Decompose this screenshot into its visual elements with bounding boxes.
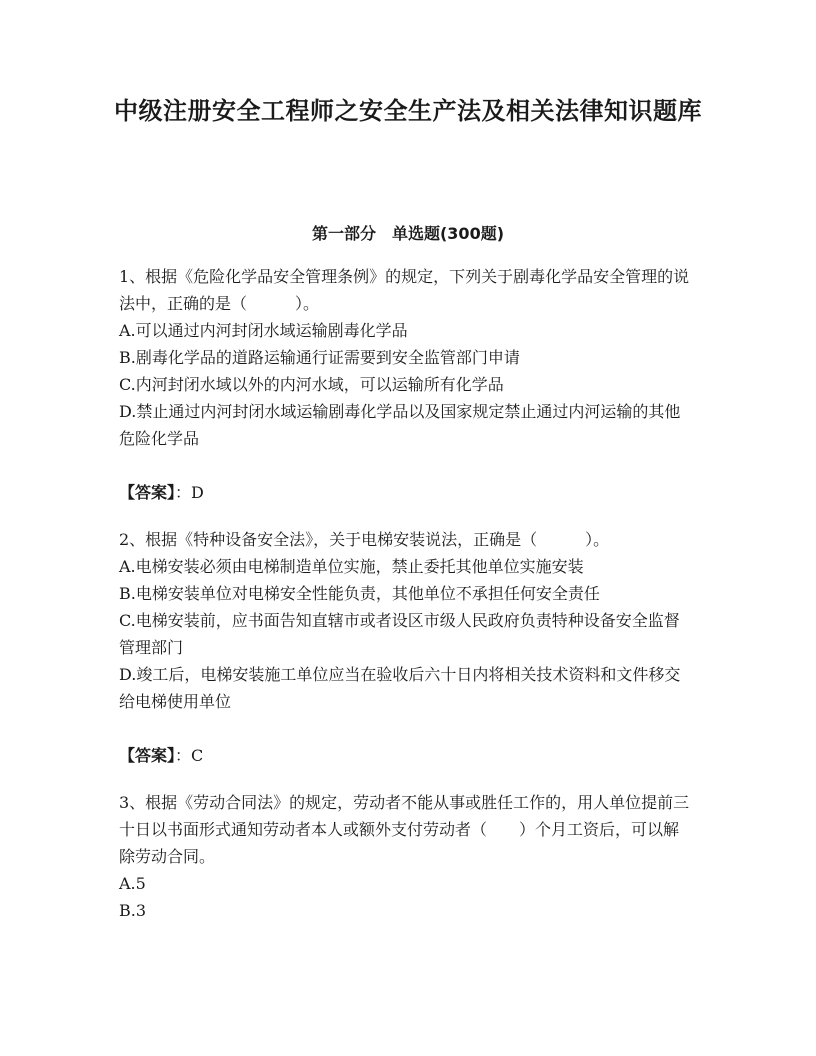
question-stem: 1、根据《危险化学品安全管理条例》的规定，下列关于剧毒化学品安全管理的说法中，正确的是（ ）。 bbox=[119, 267, 690, 313]
section-heading: 第一部分 单选题(300题) bbox=[311, 224, 505, 243]
question-stem: 3、根据《劳动合同法》的规定，劳动者不能从事或胜任工作的，用人单位提前三十日以书面形式通知劳动者本人或额外支付劳动者（ ）个月工资后，可以解除劳动合同。 bbox=[119, 793, 690, 866]
option-d: D.禁止通过内河封闭水域运输剧毒化学品以及国家规定禁止通过内河运输的其他危险化学品 bbox=[119, 402, 681, 448]
answer-label: 【答案】 bbox=[119, 746, 176, 765]
option-a: A.可以通过内河封闭水域运输剧毒化学品 bbox=[119, 321, 408, 340]
question-1 bbox=[119, 263, 693, 506]
answer-value: ：C bbox=[175, 746, 204, 765]
option-b: B.剧毒化学品的道路运输通行证需要到安全监管部门申请 bbox=[119, 348, 520, 367]
document-title: 中级注册安全工程师之安全生产法及相关法律知识题库 bbox=[114, 97, 702, 125]
question-list bbox=[119, 263, 693, 924]
answer-value: ：D bbox=[175, 483, 204, 502]
answer-label: 【答案】 bbox=[119, 483, 176, 502]
question-2 bbox=[119, 526, 693, 769]
answer-line bbox=[119, 742, 693, 769]
question-stem: 2、根据《特种设备安全法》，关于电梯安装说法，正确是（ ）。 bbox=[119, 530, 610, 549]
option-c: C.电梯安装前，应书面告知直辖市或者设区市级人民政府负责特种设备安全监督管理部门 bbox=[119, 611, 680, 657]
question-3 bbox=[119, 789, 693, 924]
option-d: D.竣工后，电梯安装施工单位应当在验收后六十日内将相关技术资料和文件移交给电梯使用单位 bbox=[119, 665, 681, 711]
option-b: B.电梯安装单位对电梯安全性能负责，其他单位不承担任何安全责任 bbox=[119, 584, 600, 603]
option-a: A.电梯安装必须由电梯制造单位实施，禁止委托其他单位实施安装 bbox=[119, 557, 584, 576]
option-b: B.3 bbox=[119, 901, 147, 920]
answer-line bbox=[119, 479, 693, 506]
option-a: A.5 bbox=[119, 874, 146, 893]
option-c: C.内河封闭水域以外的内河水域，可以运输所有化学品 bbox=[119, 375, 504, 394]
